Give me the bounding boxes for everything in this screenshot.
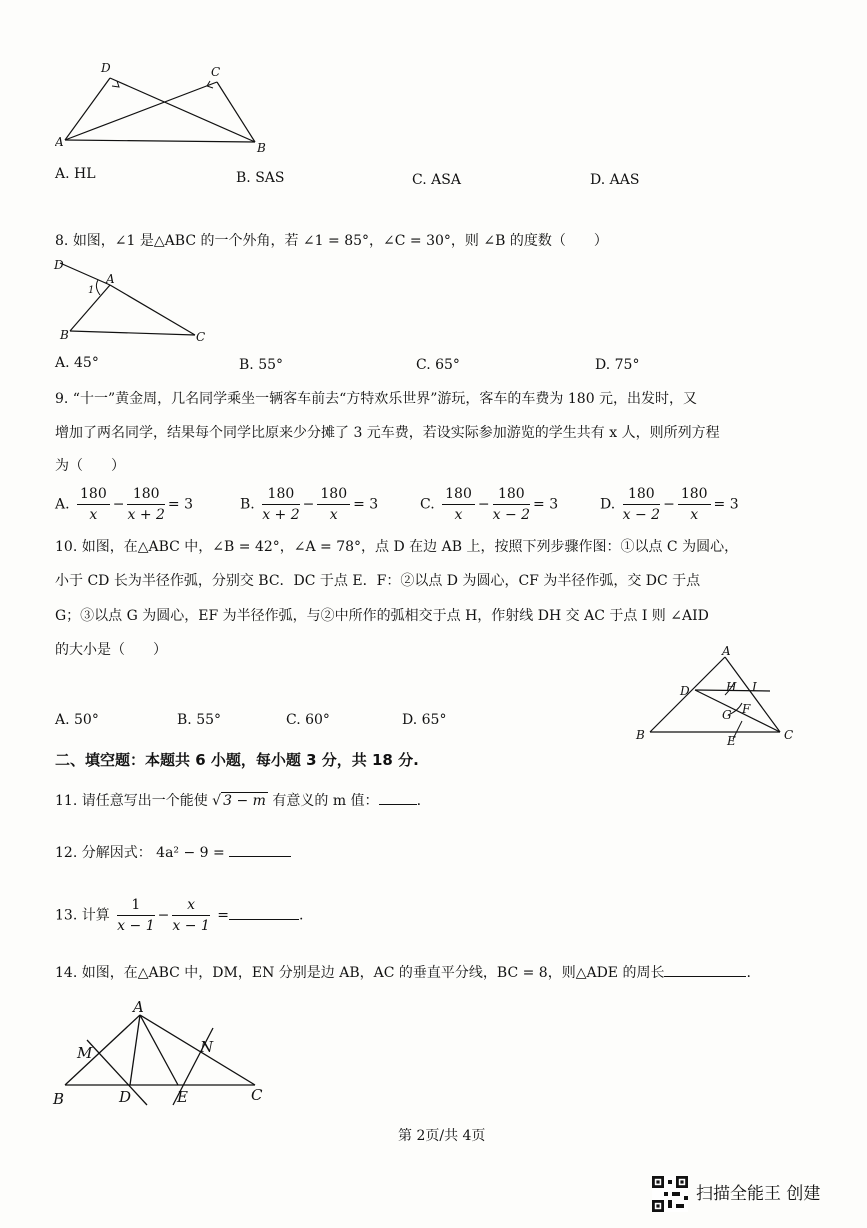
label-A: A: [722, 645, 731, 658]
label-C: C: [196, 330, 206, 344]
q11-question: 11. 请任意写出一个能使 √ 3 − m 有意义的 m 值： .: [55, 790, 421, 811]
q14-answer-blank[interactable]: [664, 962, 746, 977]
label-G: G: [722, 708, 732, 722]
sqrt-expression: √ 3 − m: [212, 793, 266, 809]
q9-line-1: 9. “十一”黄金周，几名同学乘坐一辆客车前去“方特欢乐世界”游玩，客车的车费为 180 元，出发时，又: [55, 391, 698, 407]
label-C: C: [784, 728, 794, 742]
q10-option-d: D. 65°: [402, 712, 447, 728]
q8-text: 如图，∠1 是△ABC 的一个外角，若 ∠1 = 85°，∠C = 30°，则 ∠B 的度数（ ）: [72, 233, 608, 249]
label-D: D: [119, 1088, 132, 1106]
label-B: B: [636, 728, 645, 742]
label-D: D: [54, 258, 64, 272]
figure-q7: [55, 60, 275, 155]
label-A: A: [106, 272, 115, 286]
figure-q8: [50, 255, 220, 345]
q8-question: [55, 231, 608, 251]
qr-code-icon: [652, 1176, 688, 1212]
label-E: E: [177, 1088, 188, 1106]
q10-option-b: B. 55°: [177, 712, 222, 728]
q9-option-d: D. $\frac{180}{x - 2}$ − $\frac{180}{x}$ = 3: [600, 486, 739, 523]
q8-option-d: D. 75°: [595, 357, 640, 373]
label-B: B: [53, 1090, 65, 1108]
q7-option-d: D. AAS: [590, 172, 640, 188]
section-2-heading: 二、填空题：本题共 6 小题，每小题 3 分，共 18 分.: [55, 751, 419, 769]
q10-line-3: G；③以点 G 为圆心，EF 为半径作弧，与②中所作的弧相交于点 H，作射线 DH 交 AC 于点 I 则 ∠AID: [55, 608, 709, 624]
label-A: A: [133, 1000, 144, 1016]
q9-option-b: B. $\frac{180}{x + 2}$ − $\frac{180}{x}$ = 3: [240, 486, 379, 523]
label-C: C: [251, 1086, 263, 1104]
page-footer: 第 2页/共 4页: [398, 1128, 486, 1144]
q10-option-c: C. 60°: [286, 712, 330, 728]
label-N: N: [200, 1038, 214, 1056]
q10-line-2: 小于 CD 长为半径作弧，分别交 BC．DC 于点 E．F：②以点 D 为圆心，CF 为半径作弧，交 DC 于点: [55, 573, 701, 589]
label-B: B: [257, 141, 266, 155]
q10-option-a: A. 50°: [55, 712, 99, 728]
watermark-text: 扫描全能王 创建: [696, 1184, 821, 1204]
q12-answer-blank[interactable]: [229, 842, 291, 857]
q13-question: 13. 计算 $\frac{1}{x - 1}$ − $\frac{x}{x - 1}$ = .: [55, 897, 304, 934]
q7-option-b: B. SAS: [236, 170, 285, 186]
q8-option-c: C. 65°: [416, 357, 460, 373]
label-I: I: [752, 680, 757, 694]
q12-question: 12. 分解因式： 4a² − 9 =: [55, 842, 291, 863]
figure-q14: [45, 1000, 275, 1110]
q14-question: 14. 如图，在△ABC 中，DM，EN 分别是边 AB，AC 的垂直平分线，BC = 8，则△ADE 的周长 .: [55, 962, 751, 983]
q11-answer-blank[interactable]: [379, 790, 417, 805]
label-B: B: [60, 328, 69, 342]
label-A: A: [55, 135, 64, 149]
q9-line-3: 为（ ）: [55, 458, 125, 474]
label-M: M: [77, 1044, 93, 1062]
q7-option-a: A. HL: [55, 166, 96, 182]
label-D: D: [680, 684, 690, 698]
label-D: D: [101, 61, 111, 75]
q9-option-c: C. $\frac{180}{x}$ − $\frac{180}{x - 2}$ = 3: [420, 486, 559, 523]
figure-q10: [630, 645, 800, 750]
q10-line-4: 的大小是（ ）: [55, 642, 167, 658]
label-C: C: [211, 65, 221, 79]
q10-line-1: 10. 如图，在△ABC 中，∠B = 42°，∠A = 78°，点 D 在边 AB 上，按照下列步骤作图：①以点 C 为圆心，: [55, 539, 739, 555]
label-E: E: [727, 734, 736, 748]
q8-number: 8.: [55, 233, 69, 249]
q8-option-a: A. 45°: [55, 355, 99, 371]
q13-answer-blank[interactable]: [229, 905, 299, 920]
q9-line-2: 增加了两名同学，结果每个同学比原来少分摊了 3 元车费，若设实际参加游览的学生共有 x 人，则所列方程: [55, 425, 720, 441]
q8-option-b: B. 55°: [239, 357, 284, 373]
q9-option-a: A. $\frac{180}{x}$ − $\frac{180}{x + 2}$ = 3: [55, 486, 194, 523]
q7-option-c: C. ASA: [412, 172, 461, 188]
label-1: 1: [88, 285, 95, 296]
label-F: F: [742, 702, 751, 716]
label-H: H: [726, 680, 737, 694]
